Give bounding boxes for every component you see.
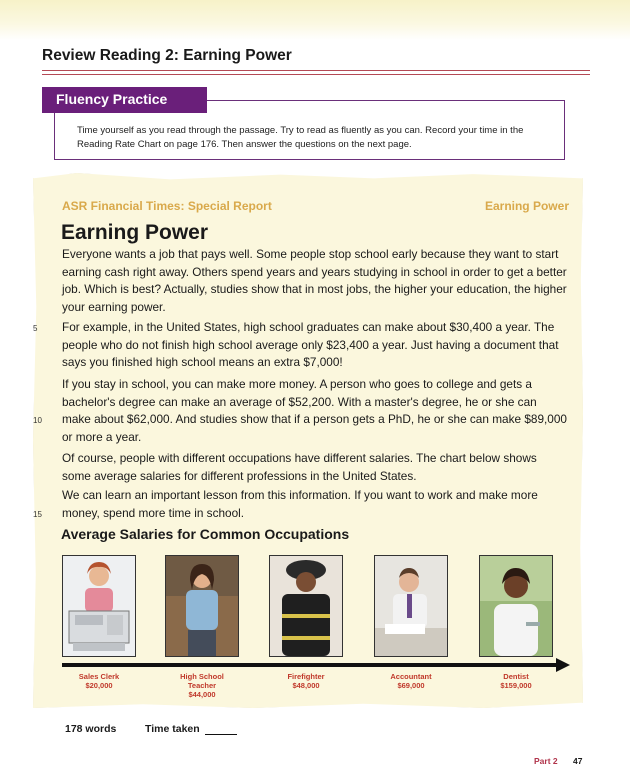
occupation-label-dentist	[471, 672, 561, 690]
salary-chart-title: Average Salaries for Common Occupations	[61, 526, 350, 542]
title-rule-bottom	[42, 74, 590, 75]
paragraph-3: If you stay in school, you can make more money. A person who goes to college and gets a bachelor's degree can make an average of $52,200. With a master's degree, he or she can make about $62,000. And studies show that if a person gets a PhD, he or she can make $89,000 or more a year.	[62, 377, 567, 444]
occupation-name: Accountant	[390, 672, 432, 681]
time-taken-blank[interactable]	[205, 734, 237, 735]
occupation-salary: $48,000	[292, 681, 320, 690]
occupation-name: Firefighter	[287, 672, 325, 681]
title-rule-top	[42, 70, 590, 71]
paragraph-1: Everyone wants a job that pays well. Some people stop school early because they want to start earning cash right away. Others spend years and years studying in school in order to get a better job. Which is best? Actually, studies show that in most jobs, the higher your education, the higher your earning power.	[62, 247, 567, 314]
teacher-photo	[165, 555, 239, 657]
salary-scale-arrow-head	[556, 658, 570, 672]
time-taken-label: Time taken	[145, 723, 200, 735]
word-count: 178 words	[65, 723, 117, 735]
occupation-salary: $69,000	[397, 681, 425, 690]
report-section: Earning Power	[484, 199, 569, 213]
occupation-name: Dentist	[503, 672, 529, 681]
occupation-label-teacher	[157, 672, 247, 699]
fluency-practice-tab: Fluency Practice	[42, 87, 207, 113]
page-number: 47	[573, 756, 583, 766]
sales-clerk-photo	[62, 555, 136, 657]
occupation-salary: $44,000	[188, 690, 216, 699]
occupation-label-accountant	[366, 672, 456, 690]
occupation-name: High School Teacher	[180, 672, 224, 690]
firefighter-photo	[269, 555, 343, 657]
line-number-5: 5	[33, 324, 38, 333]
salary-scale-arrow-line	[62, 663, 558, 667]
paragraph-2: For example, in the United States, high school graduates can make about $30,400 a year. The people who do not finish high school average only $23,400 a year. Just having a document that says you finished high school means an extra $7,000!	[62, 320, 559, 369]
article-title: Earning Power	[61, 221, 209, 244]
paragraph-4: Of course, people with different occupations have different salaries. The chart below shows some average salaries for different professions in the United States.	[62, 451, 537, 483]
occupation-salary: $159,000	[500, 681, 532, 690]
accountant-photo	[374, 555, 448, 657]
occupation-salary: $20,000	[85, 681, 113, 690]
occupation-label-firefighter	[261, 672, 351, 690]
footer-part-label: Part 2	[534, 756, 558, 766]
top-band	[0, 0, 630, 40]
line-number-15: 15	[33, 510, 42, 519]
occupation-name: Sales Clerk	[78, 672, 120, 681]
paragraph-5: We can learn an important lesson from this information. If you want to work and make more money, spend more time in school.	[62, 488, 538, 520]
page-title: Review Reading 2: Earning Power	[42, 47, 292, 64]
report-source: ASR Financial Times: Special Report	[62, 199, 272, 213]
occupation-label-sales-clerk	[54, 672, 144, 690]
line-number-10: 10	[33, 416, 42, 425]
dentist-photo	[479, 555, 553, 657]
fluency-instructions: Time yourself as you read through the passage. Try to read as fluently as you can. Record your time in the Reading Rate Chart on page 176. Then answer the questions on the next page.	[77, 125, 524, 150]
